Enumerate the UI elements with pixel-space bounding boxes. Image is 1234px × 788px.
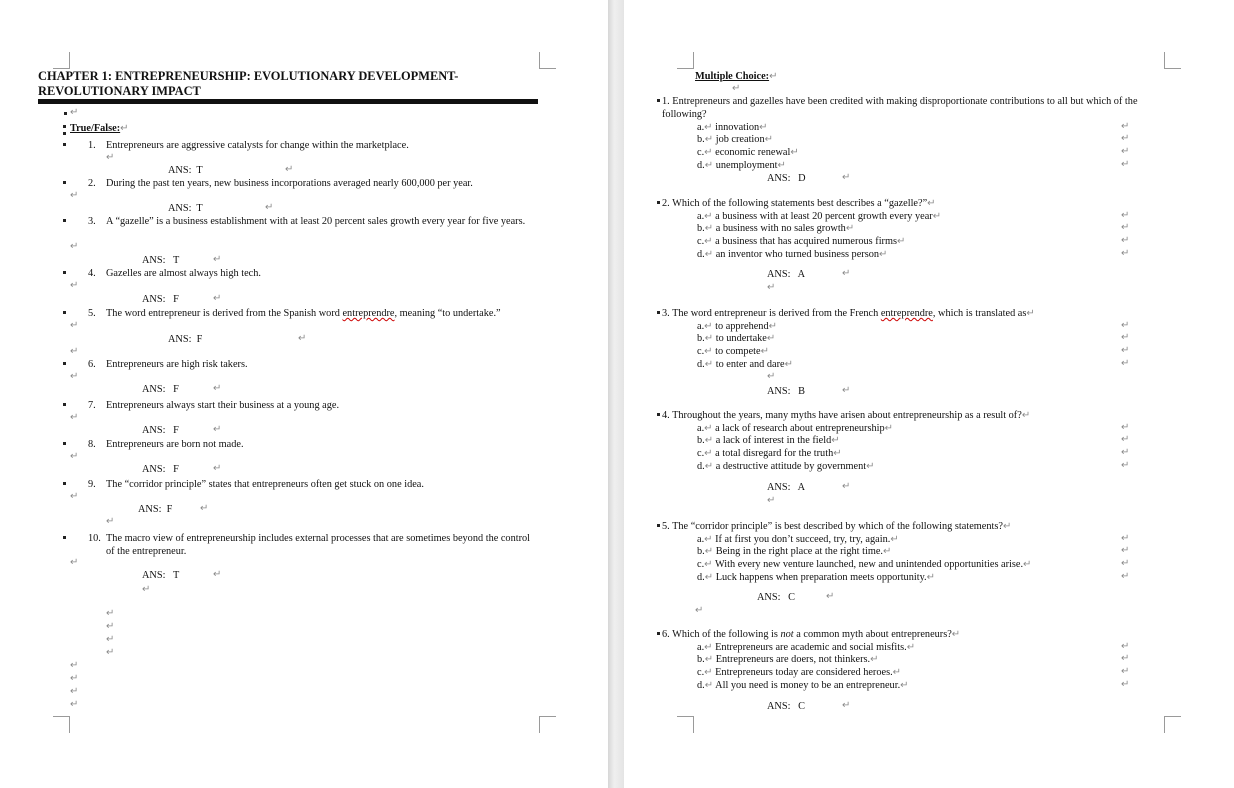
paragraph-mark: ↵ xyxy=(951,629,961,640)
paragraph-mark: ↵ xyxy=(1002,521,1012,532)
paragraph-mark: ↵ xyxy=(704,321,713,332)
bullet-marker xyxy=(63,442,66,445)
paragraph-mark: ↵ xyxy=(106,621,115,632)
option-letter: a. xyxy=(697,423,705,434)
paragraph-mark: ↵ xyxy=(704,448,713,459)
paragraph-mark: ↵ xyxy=(870,654,879,665)
paragraph-mark: ↵ xyxy=(766,333,776,344)
paragraph-mark: ↵ xyxy=(1121,235,1130,246)
mc3-option-c xyxy=(697,345,769,358)
paragraph-mark: ↵ xyxy=(704,134,714,145)
option-letter: c. xyxy=(697,236,705,247)
text-segment: The word entrepreneur is derived from the Spanish word xyxy=(106,308,343,319)
option-letter: c. xyxy=(697,147,705,158)
tf-question-10: The macro view of entrepreneurship includes external processes that are sometimes beyond the control of the entrepreneur. xyxy=(106,533,531,557)
paragraph-mark: ↵ xyxy=(760,346,769,357)
bullet-marker xyxy=(657,632,660,635)
bullet-marker xyxy=(63,143,66,146)
option-text: Entrepreneurs today are considered heroes. xyxy=(715,667,893,678)
option-text: All you need is money to be an entrepreneur. xyxy=(715,680,901,691)
paragraph-mark: ↵ xyxy=(884,423,894,434)
option-letter: c. xyxy=(697,346,705,357)
tf-num-5: 5. xyxy=(88,308,96,319)
option-text: job creation xyxy=(715,134,765,145)
paragraph-mark: ↵ xyxy=(70,491,79,502)
option-text: a lack of interest in the field xyxy=(715,435,832,446)
mc6-option-c xyxy=(697,666,901,679)
paragraph-mark: ↵ xyxy=(285,164,294,175)
option-letter: c. xyxy=(697,667,705,678)
tf-num-7: 7. xyxy=(88,400,96,411)
option-text: innovation xyxy=(715,122,760,133)
paragraph-mark: ↵ xyxy=(784,359,793,370)
paragraph-mark: ↵ xyxy=(213,463,222,474)
tf-num-3: 3. xyxy=(88,216,96,227)
mc1-option-b xyxy=(697,133,773,146)
paragraph-mark: ↵ xyxy=(1121,146,1130,157)
paragraph-mark: ↵ xyxy=(1021,410,1031,421)
paragraph-mark: ↵ xyxy=(842,172,851,183)
mc2-option-c xyxy=(697,235,905,248)
paragraph-mark: ↵ xyxy=(70,107,79,118)
bullet-marker xyxy=(63,219,66,222)
paragraph-mark: ↵ xyxy=(1121,320,1130,331)
paragraph-mark: ↵ xyxy=(704,642,713,653)
paragraph-mark: ↵ xyxy=(142,584,151,595)
paragraph-mark: ↵ xyxy=(1121,460,1130,471)
mc5-option-b xyxy=(697,545,891,558)
paragraph-mark: ↵ xyxy=(704,333,714,344)
paragraph-mark: ↵ xyxy=(842,700,851,711)
paragraph-mark: ↵ xyxy=(882,546,892,557)
tf-question-6: Entrepreneurs are high risk takers. xyxy=(106,359,248,370)
option-letter: b. xyxy=(697,654,705,665)
mc-answer-6: ANS: C xyxy=(767,701,806,712)
paragraph-mark: ↵ xyxy=(1121,422,1130,433)
paragraph-mark: ↵ xyxy=(777,160,786,171)
crop-mark-bottom-left xyxy=(53,716,70,733)
mc-question-4 xyxy=(662,409,1030,422)
question-text: 4. Throughout the years, many myths have arisen about entrepreneurship as a result of? xyxy=(662,410,1022,421)
bullet-marker xyxy=(64,112,67,115)
text-segment: , meaning “to undertake.” xyxy=(394,308,501,319)
paragraph-mark: ↵ xyxy=(106,516,115,527)
option-letter: b. xyxy=(697,546,705,557)
paragraph-mark: ↵ xyxy=(704,546,714,557)
bullet-marker xyxy=(63,362,66,365)
paragraph-mark: ↵ xyxy=(200,503,209,514)
option-text: With every new venture launched, new and unintended opportunities arise. xyxy=(714,559,1024,570)
paragraph-mark: ↵ xyxy=(70,673,79,684)
paragraph-mark: ↵ xyxy=(695,605,704,616)
paragraph-mark: ↵ xyxy=(704,572,714,583)
bullet-marker xyxy=(63,403,66,406)
misspelled-word: entreprendre xyxy=(880,308,933,319)
paragraph-mark: ↵ xyxy=(767,371,776,382)
emphasized-word: not xyxy=(780,629,794,640)
mc-answer-2: ANS: A xyxy=(767,269,806,280)
option-letter: a. xyxy=(697,122,705,133)
option-text: to undertake xyxy=(715,333,767,344)
mc5-option-d xyxy=(697,571,935,584)
paragraph-mark: ↵ xyxy=(1121,332,1130,343)
paragraph-mark: ↵ xyxy=(704,435,714,446)
tf-num-10: 10. xyxy=(88,533,101,544)
paragraph-mark: ↵ xyxy=(767,282,776,293)
paragraph-mark: ↵ xyxy=(704,236,713,247)
crop-mark-bottom-left xyxy=(677,716,694,733)
title-rule xyxy=(38,99,538,104)
paragraph-mark: ↵ xyxy=(70,280,79,291)
option-letter: d. xyxy=(697,249,705,260)
crop-mark-bottom-right xyxy=(1164,716,1181,733)
mc-question-3 xyxy=(662,307,1035,320)
option-letter: b. xyxy=(697,134,705,145)
paragraph-mark: ↵ xyxy=(892,667,902,678)
option-text: a business that has acquired numerous firms xyxy=(715,236,897,247)
tf-answer-5: ANS: F xyxy=(168,334,203,345)
mc4-option-c xyxy=(697,447,842,460)
mc3-option-d xyxy=(697,358,793,371)
paragraph-mark: ↵ xyxy=(831,435,840,446)
chapter-title: CHAPTER 1: ENTREPRENEURSHIP: EVOLUTIONARY DEVELOPMENT- REVOLUTIONARY IMPACT xyxy=(38,69,459,98)
option-letter: b. xyxy=(697,333,705,344)
paragraph-mark: ↵ xyxy=(70,451,79,462)
paragraph-mark: ↵ xyxy=(1121,641,1130,652)
mc3-option-b xyxy=(697,332,775,345)
paragraph-mark: ↵ xyxy=(213,383,222,394)
paragraph-mark: ↵ xyxy=(704,559,713,570)
tf-answer-4: ANS: F xyxy=(142,294,179,305)
mc-answer-4: ANS: A xyxy=(767,482,806,493)
bullet-marker xyxy=(657,413,660,416)
option-letter: d. xyxy=(697,680,705,691)
paragraph-mark: ↵ xyxy=(1121,666,1130,677)
option-text: a destructive attitude by government xyxy=(715,461,867,472)
paragraph-mark: ↵ xyxy=(213,569,222,580)
question-text: 1. Entrepreneurs and gazelles have been credited with making disproportionate contributions to all but which of the following? xyxy=(662,96,1138,120)
paragraph-mark: ↵ xyxy=(790,147,799,158)
paragraph-mark: ↵ xyxy=(70,412,79,423)
option-text: Luck happens when preparation meets opportunity. xyxy=(715,572,927,583)
paragraph-mark: ↵ xyxy=(704,461,714,472)
option-letter: b. xyxy=(697,435,705,446)
tf-answer-10: ANS: T xyxy=(142,570,180,581)
paragraph-mark: ↵ xyxy=(764,134,773,145)
tf-num-1: 1. xyxy=(88,140,96,151)
crop-mark-top-left xyxy=(677,52,694,69)
tf-question-5 xyxy=(106,307,501,320)
tf-question-9: The “corridor principle” states that entrepreneurs often get stuck on one idea. xyxy=(106,479,424,490)
page-gutter xyxy=(608,0,624,788)
paragraph-mark: ↵ xyxy=(70,190,79,201)
bullet-marker xyxy=(657,524,660,527)
bullet-marker xyxy=(657,99,660,102)
paragraph-mark: ↵ xyxy=(298,333,307,344)
option-letter: a. xyxy=(697,211,705,222)
mc5-option-c xyxy=(697,558,1031,571)
bullet-marker xyxy=(63,181,66,184)
crop-mark-bottom-right xyxy=(539,716,556,733)
bullet-marker xyxy=(63,132,66,135)
option-letter: a. xyxy=(697,321,705,332)
option-text: an inventor who turned business person xyxy=(715,249,879,260)
paragraph-mark: ↵ xyxy=(704,423,713,434)
tf-num-6: 6. xyxy=(88,359,96,370)
paragraph-mark: ↵ xyxy=(842,385,851,396)
paragraph-mark: ↵ xyxy=(213,293,222,304)
paragraph-mark: ↵ xyxy=(1023,559,1032,570)
option-text: a lack of research about entrepreneurship xyxy=(715,423,885,434)
tf-question-4: Gazelles are almost always high tech. xyxy=(106,268,261,279)
tf-num-4: 4. xyxy=(88,268,96,279)
paragraph-mark: ↵ xyxy=(106,608,115,619)
mc2-option-b xyxy=(697,222,854,235)
tf-answer-8: ANS: F xyxy=(142,464,179,475)
paragraph-mark: ↵ xyxy=(732,83,741,94)
mc-question-2 xyxy=(662,197,936,210)
paragraph-mark: ↵ xyxy=(1121,571,1130,582)
tf-answer-9: ANS: F xyxy=(138,504,173,515)
mc-answer-5: ANS: C xyxy=(757,592,796,603)
mc6-option-d xyxy=(697,679,909,692)
paragraph-mark: ↵ xyxy=(833,448,842,459)
option-letter: d. xyxy=(697,359,705,370)
option-text: to apprehend xyxy=(715,321,769,332)
paragraph-mark: ↵ xyxy=(1121,222,1130,233)
question-text: 2. Which of the following statements best describes a “gazelle?” xyxy=(662,198,928,209)
paragraph-mark: ↵ xyxy=(704,160,714,171)
paragraph-mark: ↵ xyxy=(704,346,713,357)
tf-answer-1: ANS: T xyxy=(168,165,203,176)
tf-header: True/False: xyxy=(70,123,121,134)
paragraph-mark: ↵ xyxy=(1121,545,1130,556)
mc-question-5 xyxy=(662,520,1011,533)
paragraph-mark: ↵ xyxy=(704,223,714,234)
option-text: If at first you don’t succeed, try, try, again. xyxy=(715,534,891,545)
paragraph-mark: ↵ xyxy=(704,654,714,665)
paragraph-mark: ↵ xyxy=(932,211,942,222)
paragraph-mark: ↵ xyxy=(70,346,79,357)
bullet-marker xyxy=(63,536,66,539)
paragraph-mark: ↵ xyxy=(70,699,79,710)
bullet-marker xyxy=(63,271,66,274)
paragraph-mark: ↵ xyxy=(213,424,222,435)
mc4-option-b xyxy=(697,434,840,447)
mc1-option-d xyxy=(697,159,786,172)
option-letter: c. xyxy=(697,559,705,570)
bullet-marker xyxy=(63,482,66,485)
paragraph-mark: ↵ xyxy=(759,122,768,133)
mc4-option-d xyxy=(697,460,875,473)
text-segment: 3. The word entrepreneur is derived from the French xyxy=(662,308,881,319)
paragraph-mark: ↵ xyxy=(70,320,79,331)
paragraph-mark: ↵ xyxy=(1121,345,1130,356)
paragraph-mark: ↵ xyxy=(866,461,875,472)
tf-question-7: Entrepreneurs always start their business at a young age. xyxy=(106,400,340,411)
left-page xyxy=(0,0,608,788)
paragraph-mark: ↵ xyxy=(900,680,909,691)
paragraph-mark: ↵ xyxy=(106,634,115,645)
paragraph-mark: ↵ xyxy=(704,534,713,545)
crop-mark-top-left xyxy=(53,52,70,69)
option-text: unemployment xyxy=(715,160,778,171)
mc-header-line: Multiple Choice:↵ xyxy=(695,71,778,82)
paragraph-mark: ↵ xyxy=(1121,533,1130,544)
paragraph-mark: ↵ xyxy=(767,495,776,506)
paragraph-mark: ↵ xyxy=(70,686,79,697)
option-text: a total disregard for the truth xyxy=(715,448,834,459)
paragraph-mark: ↵ xyxy=(704,359,714,370)
mc-answer-1: ANS: D xyxy=(767,173,806,184)
paragraph-mark: ↵ xyxy=(1121,679,1130,690)
tf-answer-6: ANS: F xyxy=(142,384,179,395)
bullet-marker xyxy=(657,311,660,314)
paragraph-mark: ↵ xyxy=(70,557,79,568)
paragraph-mark: ↵ xyxy=(826,591,835,602)
option-text: to enter and dare xyxy=(715,359,785,370)
tf-answer-7: ANS: F xyxy=(142,425,179,436)
option-text: Being in the right place at the right time. xyxy=(715,546,883,557)
question-text: 5. The “corridor principle” is best described by which of the following statements? xyxy=(662,521,1003,532)
tf-header-line: True/False:↵ xyxy=(70,123,129,134)
crop-mark-top-right xyxy=(539,52,556,69)
paragraph-mark: ↵ xyxy=(704,249,714,260)
paragraph-mark: ↵ xyxy=(106,152,115,163)
tf-question-1: Entrepreneurs are aggressive catalysts for change within the marketplace. xyxy=(106,140,409,151)
paragraph-mark: ↵ xyxy=(704,122,713,133)
tf-num-8: 8. xyxy=(88,439,96,450)
paragraph-mark: ↵ xyxy=(1121,210,1130,221)
tf-answer-2: ANS: T xyxy=(168,203,203,214)
paragraph-mark: ↵ xyxy=(897,236,906,247)
mc-answer-3: ANS: B xyxy=(767,386,806,397)
paragraph-mark: ↵ xyxy=(70,241,79,252)
paragraph-mark: ↵ xyxy=(265,202,274,213)
tf-num-9: 9. xyxy=(88,479,96,490)
option-letter: b. xyxy=(697,223,705,234)
crop-mark-top-right xyxy=(1164,52,1181,69)
tf-answer-3: ANS: T xyxy=(142,255,180,266)
paragraph-mark: ↵ xyxy=(926,572,936,583)
paragraph-mark: ↵ xyxy=(1121,159,1130,170)
mc-header: Multiple Choice: xyxy=(695,71,770,82)
option-letter: a. xyxy=(697,534,705,545)
bullet-marker xyxy=(63,125,66,128)
paragraph-mark: ↵ xyxy=(70,660,79,671)
paragraph-mark: ↵ xyxy=(1121,558,1130,569)
option-text: to compete xyxy=(715,346,761,357)
option-text: a business with no sales growth xyxy=(715,223,846,234)
paragraph-mark: ↵ xyxy=(1121,121,1130,132)
paragraph-mark: ↵ xyxy=(1121,653,1130,664)
mc-question-1 xyxy=(662,95,1162,121)
paragraph-mark: ↵ xyxy=(1121,358,1130,369)
paragraph-mark: ↵ xyxy=(1121,133,1130,144)
option-letter: a. xyxy=(697,642,705,653)
bullet-marker xyxy=(63,311,66,314)
paragraph-mark: ↵ xyxy=(927,198,936,209)
mc6-option-b xyxy=(697,653,879,666)
tf-num-2: 2. xyxy=(88,178,96,189)
misspelled-word: entreprendre xyxy=(342,308,395,319)
paragraph-mark: ↵ xyxy=(704,147,713,158)
paragraph-mark: ↵ xyxy=(1121,447,1130,458)
text-segment: 6. Which of the following is xyxy=(662,629,781,640)
paragraph-mark: ↵ xyxy=(1121,248,1130,259)
option-letter: d. xyxy=(697,160,705,171)
option-text: economic renewal xyxy=(715,147,791,158)
paragraph-mark: ↵ xyxy=(906,642,916,653)
paragraph-mark: ↵ xyxy=(842,268,851,279)
paragraph-mark: ↵ xyxy=(879,249,888,260)
tf-question-2: During the past ten years, new business incorporations averaged nearly 600,000 per year. xyxy=(106,178,473,189)
option-letter: d. xyxy=(697,461,705,472)
tf-question-3: A “gazelle” is a business establishment with at least 20 percent sales growth every year for five years. xyxy=(106,216,526,227)
paragraph-mark: ↵ xyxy=(704,680,714,691)
paragraph-mark: ↵ xyxy=(890,534,899,545)
paragraph-mark: ↵ xyxy=(704,211,713,222)
paragraph-mark: ↵ xyxy=(1026,308,1035,319)
paragraph-mark: ↵ xyxy=(768,321,777,332)
text-segment: a common myth about entrepreneurs? xyxy=(793,629,952,640)
tf-question-8: Entrepreneurs are born not made. xyxy=(106,439,244,450)
mc2-option-d xyxy=(697,248,887,261)
option-text: a business with at least 20 percent growth every year xyxy=(715,211,933,222)
mc-question-6 xyxy=(662,628,960,641)
text-segment: , which is translated as xyxy=(932,308,1027,319)
bullet-marker xyxy=(657,201,660,204)
paragraph-mark: ↵ xyxy=(106,647,115,658)
option-letter: d. xyxy=(697,572,705,583)
paragraph-mark: ↵ xyxy=(213,254,222,265)
paragraph-mark: ↵ xyxy=(704,667,713,678)
paragraph-mark: ↵ xyxy=(842,481,851,492)
option-letter: c. xyxy=(697,448,705,459)
paragraph-mark: ↵ xyxy=(1121,434,1130,445)
mc1-option-c xyxy=(697,146,799,159)
paragraph-mark: ↵ xyxy=(70,371,79,382)
paragraph-mark: ↵ xyxy=(845,223,855,234)
option-text: Entrepreneurs are academic and social misfits. xyxy=(715,642,907,653)
option-text: Entrepreneurs are doers, not thinkers. xyxy=(715,654,871,665)
